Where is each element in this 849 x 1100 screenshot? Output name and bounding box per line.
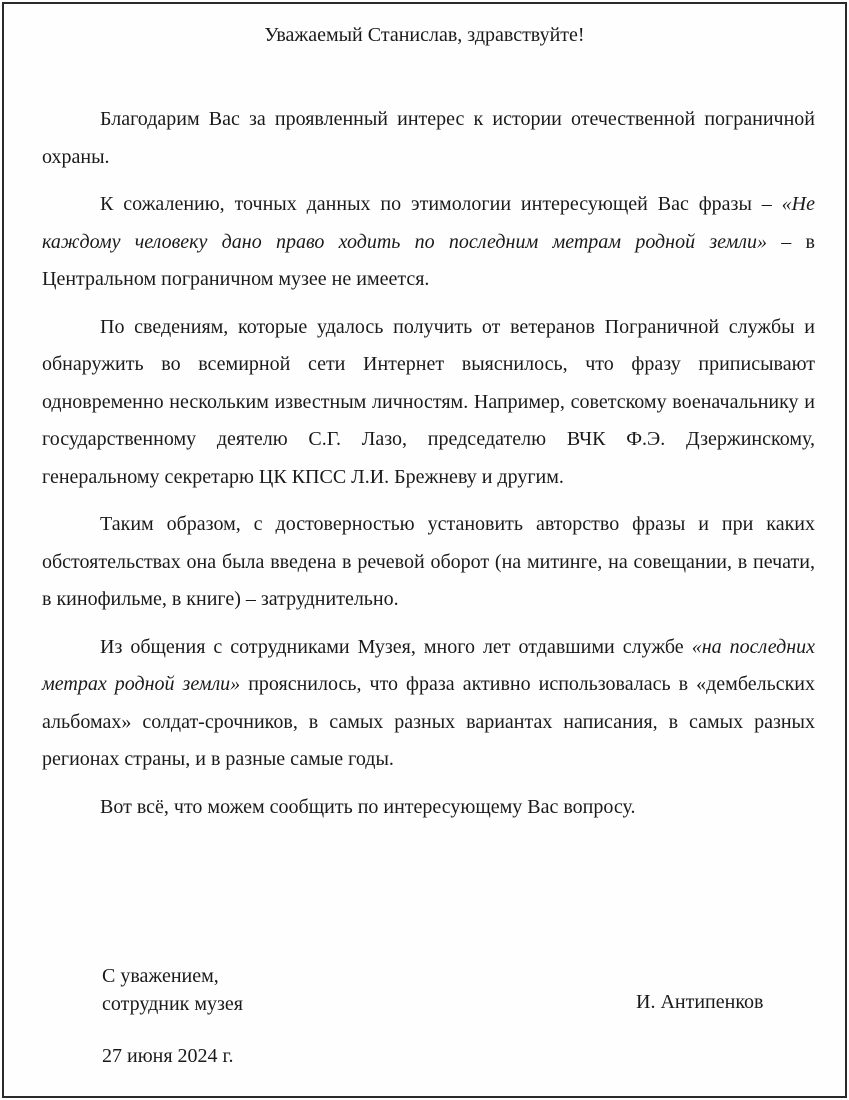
paragraph-text: Таким образом, с достоверностью установить авторство фразы и при каких обстоятельствах она была введена в речевой оборот (на митинге, на совещании, в печати, в кинофильме, в книге) – затруднительно. [42, 513, 815, 610]
letter-closing [102, 962, 243, 1018]
paragraph-text: Благодарим Вас за проявленный интерес к истории отечественной пограничной охраны. [42, 108, 815, 168]
quoted-phrase: «Не каждому человеку дано право ходить по последним метрам родной земли» [42, 193, 815, 253]
paragraph-text: Из общения с сотрудниками Музея, много лет отдавшими службе [100, 635, 692, 658]
paragraph-text: К сожалению, точных данных по этимологии интересующей Вас фразы – [100, 193, 782, 215]
paragraph-attribution [42, 309, 815, 497]
closing-regards: С уважением, [102, 965, 219, 987]
paragraph-text: – в Центральном пограничном музее не имеется. [42, 230, 815, 290]
paragraph-conclusion [42, 506, 815, 619]
letter-page [2, 2, 847, 1098]
paragraph-final [42, 789, 815, 827]
signer-name: И. Антипенков [636, 991, 764, 1013]
paragraph-thanks [42, 101, 815, 176]
paragraph-text: прояснилось, что фраза активно использовалась в «дембельских альбомах» солдат-срочников, в самых разных вариантах написания, в самых разных регионах страны, и в разные самые годы. [42, 673, 816, 770]
paragraph-etymology [42, 186, 815, 299]
paragraph-text: По сведениям, которые удалось получить от ветеранов Пограничной службы и обнаружить во всемирной сети Интернет выяснилось, что фразу приписывают одновременно нескольким известным личностям. Например, советскому военачальнику и государственному деятелю С.Г. Лазо, председателю ВЧК Ф.Э. Дзержинскому, генеральному секретарю ЦК КПСС Л.И. Брежневу и другим. [42, 315, 815, 488]
paragraph-museum-staff [42, 629, 815, 779]
letter-body [42, 101, 815, 836]
closing-position: сотрудник музея [102, 993, 244, 1015]
letter-greeting: Уважаемый Станислав, здравствуйте! [264, 24, 585, 46]
letter-date: 27 июня 2024 г. [102, 1045, 234, 1067]
paragraph-text: Вот всё, что можем сообщить по интересующему Вас вопросу. [100, 795, 636, 818]
quoted-phrase: «на последних метрах родной земли» [42, 635, 816, 695]
